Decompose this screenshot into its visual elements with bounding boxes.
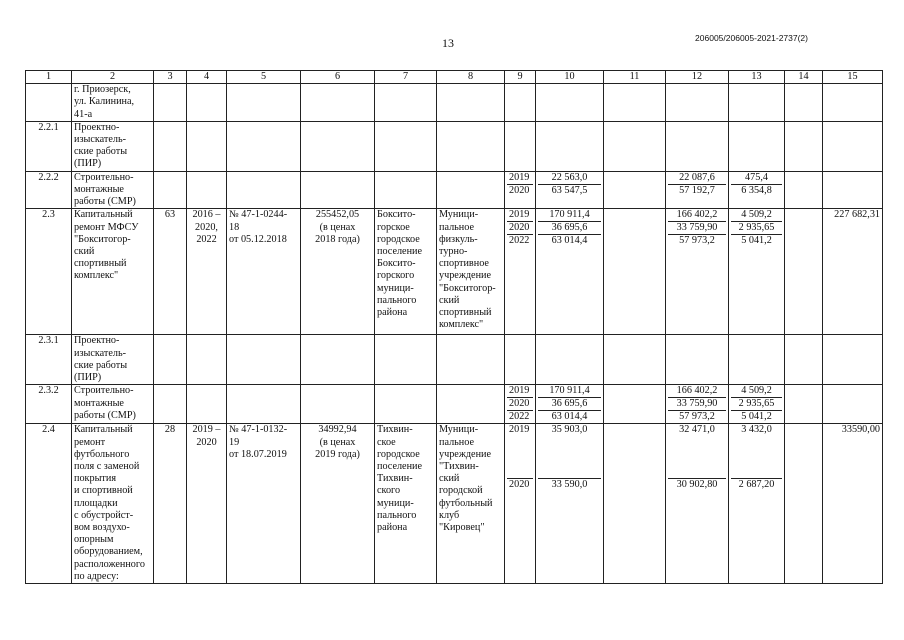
value-cell: 30 902,80 <box>676 479 718 491</box>
value-cell: 63 014,4 <box>551 235 588 247</box>
header-cell: 11 <box>604 71 666 84</box>
cost-cell: 255452,05 (в ценах 2018 года) <box>301 209 375 335</box>
value-cell: 3 432,0 <box>731 424 782 479</box>
municipality-cell: Тихвин- ское городское поселение Тихвин- ского муници- пального района <box>375 424 437 584</box>
total-cell: 227 682,31 <box>823 209 883 335</box>
header-cell: 6 <box>301 71 375 84</box>
year-cell: 2020 <box>507 222 533 235</box>
row-number: 2.2.1 <box>26 121 72 171</box>
customer-cell: Муници- пальное учреждение "Тихвин- ский городской футбольный клуб "Кировец" <box>437 424 505 584</box>
row-number: 2.3.1 <box>26 335 72 385</box>
row-number: 2.3.2 <box>26 385 72 424</box>
header-cell: 13 <box>729 71 785 84</box>
year-cell: 2019 <box>507 209 533 222</box>
row-number: 2.2.2 <box>26 171 72 209</box>
value-cell: 2 935,65 <box>731 222 782 235</box>
year-cell: 2020 <box>509 184 530 196</box>
value-cell: 2 687,20 <box>738 479 775 491</box>
value-cell: 33 590,0 <box>551 479 588 491</box>
value-cell: 36 695,6 <box>538 222 601 235</box>
value-cell: 166 402,2 <box>668 209 726 222</box>
value-cell: 57 973,2 <box>679 411 715 423</box>
year-cell: 2020 <box>509 479 530 491</box>
table-row <box>26 171 883 209</box>
value-cell: 2 935,65 <box>731 398 782 411</box>
table-row <box>26 209 883 335</box>
municipality-cell: Бокситo- горское городское поселение Бокситo- горского муници- пального района <box>375 209 437 335</box>
data-table <box>25 70 883 584</box>
percent-cell: 28 <box>154 424 187 584</box>
value-cell: 36 695,6 <box>538 398 601 411</box>
value-cell: 5 041,2 <box>741 235 772 247</box>
value-cell: 57 973,2 <box>679 235 715 247</box>
value-cell: 475,4 <box>731 172 782 185</box>
customer-cell: Муници- пальное физкуль- турно- спортивное учреждение "Бокситогор- ский спортивный комплекс" <box>437 209 505 335</box>
value-cell: 57 192,7 <box>679 184 715 196</box>
percent-cell: 63 <box>154 209 187 335</box>
header-cell: 8 <box>437 71 505 84</box>
value-cell: 170 911,4 <box>538 209 601 222</box>
page-number: 13 <box>442 36 454 50</box>
value-cell: 4 509,2 <box>731 209 782 222</box>
total-cell: 33590,00 <box>823 424 883 584</box>
row-number: 2.3 <box>26 209 72 335</box>
header-cell: 12 <box>666 71 729 84</box>
header-cell: 4 <box>187 71 227 84</box>
header-cell: 7 <box>375 71 437 84</box>
header-row <box>26 71 883 84</box>
header-cell: 10 <box>536 71 604 84</box>
value-cell: 170 911,4 <box>538 385 601 398</box>
header-cell: 15 <box>823 71 883 84</box>
table-row <box>26 385 883 424</box>
period-cell: 2016 – 2020, 2022 <box>187 209 227 335</box>
value-cell: 63 547,5 <box>551 184 588 196</box>
object-name: Капитальный ремонт футбольного поля с заменой покрытия и спортивной площадки с обустройст- вом воздухо- опорным оборудованием, расположенного по адресу: <box>72 424 154 584</box>
value-cell: 6 354,8 <box>741 184 772 196</box>
value-cell: 63 014,4 <box>551 411 588 423</box>
value-cell: 35 903,0 <box>538 424 601 479</box>
value-cell: 166 402,2 <box>668 385 726 398</box>
header-cell: 3 <box>154 71 187 84</box>
object-name: Проектно- изыскатель- ские работы (ПИР) <box>72 121 154 171</box>
year-cell: 2019 <box>507 385 533 398</box>
year-cell: 2020 <box>507 398 533 411</box>
table-row <box>26 121 883 171</box>
year-cell: 2019 <box>507 172 533 185</box>
value-cell: 33 759,90 <box>668 398 726 411</box>
value-cell: 22 563,0 <box>538 172 601 185</box>
table-row <box>26 84 883 122</box>
period-cell: 2019 – 2020 <box>187 424 227 584</box>
object-name: Проектно- изыскатель- ские работы (ПИР) <box>72 335 154 385</box>
year-cell: 2019 <box>507 424 533 479</box>
document-code: 206005/206005-2021-2737(2) <box>695 33 808 43</box>
header-cell: 9 <box>505 71 536 84</box>
object-name: г. Приозерск, ул. Калинина, 41-а <box>72 84 154 122</box>
expertise-cell: № 47-1-0244- 18 от 05.12.2018 <box>227 209 301 335</box>
cost-cell: 34992,94 (в ценах 2019 года) <box>301 424 375 584</box>
value-cell: 32 471,0 <box>668 424 726 479</box>
year-cell: 2022 <box>509 235 530 247</box>
value-cell: 4 509,2 <box>731 385 782 398</box>
table-row <box>26 424 883 584</box>
value-cell: 22 087,6 <box>668 172 726 185</box>
object-name: Капитальный ремонт МФСУ "Бокситогор- ский спортивный комплекс" <box>72 209 154 335</box>
object-name: Строительно- монтажные работы (СМР) <box>72 385 154 424</box>
header-cell: 1 <box>26 71 72 84</box>
year-cell: 2022 <box>509 411 530 423</box>
header-cell: 2 <box>72 71 154 84</box>
row-number: 2.4 <box>26 424 72 584</box>
value-cell: 33 759,90 <box>668 222 726 235</box>
header-cell: 14 <box>785 71 823 84</box>
table-row <box>26 335 883 385</box>
header-cell: 5 <box>227 71 301 84</box>
expertise-cell: № 47-1-0132- 19 от 18.07.2019 <box>227 424 301 584</box>
value-cell: 5 041,2 <box>741 411 772 423</box>
object-name: Строительно- монтажные работы (СМР) <box>72 171 154 209</box>
